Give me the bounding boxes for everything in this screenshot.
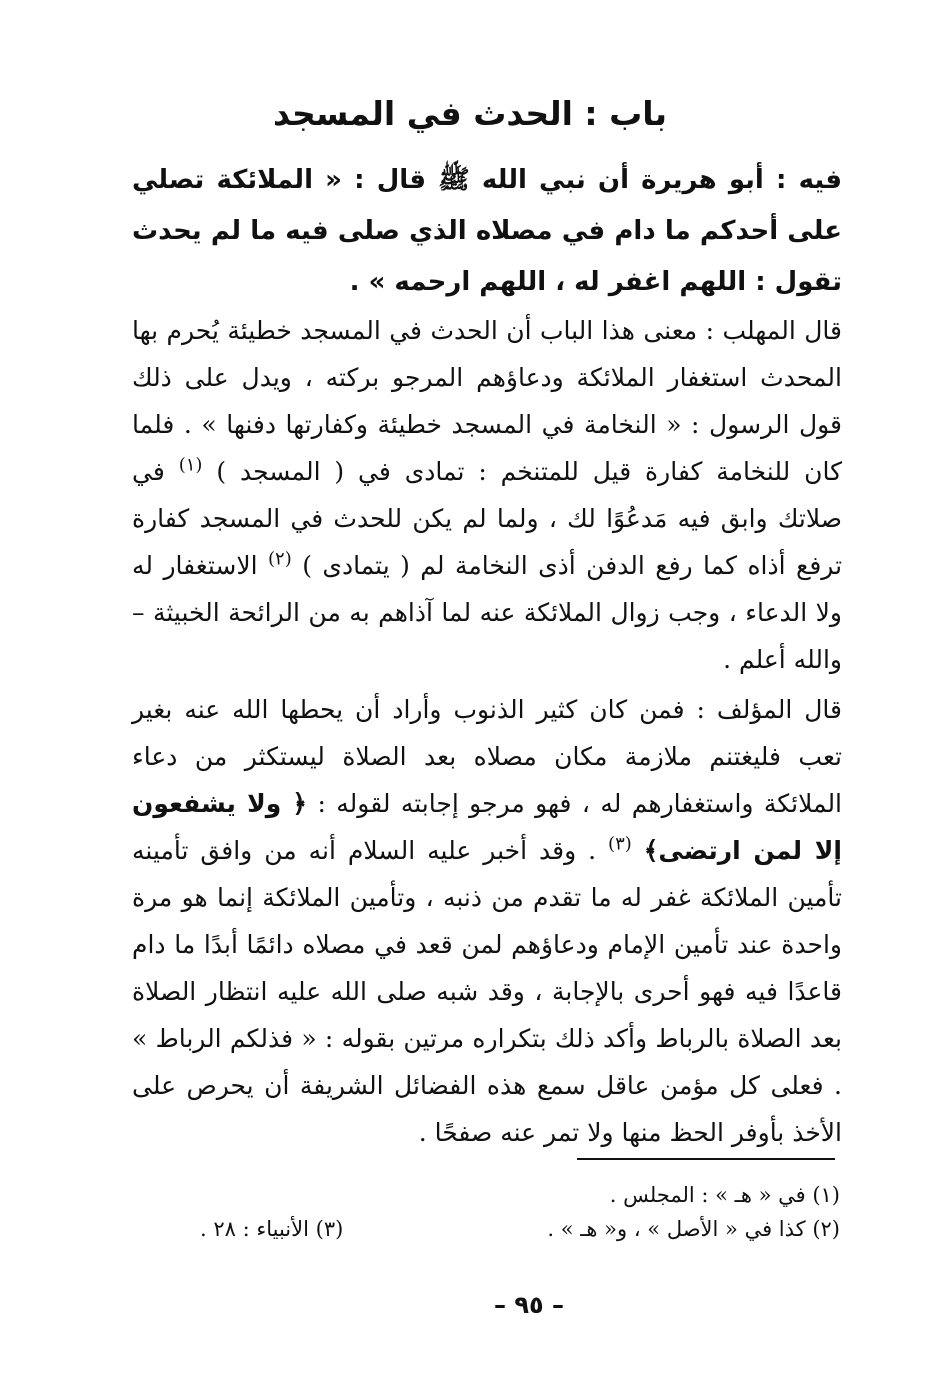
commentary-text-b: في صلاتك وابق فيه مَدعُوًا لك ، ولما لم يكن للحدث في المسجد كفارة ترفع أذاه كما رفع الدفن أذى النخامة لم ( يتمادى )	[132, 457, 843, 580]
hadith-text: فيه : أبو هريرة أن نبي الله ﷺ قال : « الملائكة تصلي على أحدكم ما دام في مصلاه الذي صلى فيه ما لم يحدث تقول : اللهم اغفر له ، اللهم ارحمه » .	[132, 165, 842, 297]
page-number: – ٩٥ –	[493, 1291, 564, 1319]
author-text-b: . وقد أخبر عليه السلام أنه من وافق تأمينه تأمين الملائكة غفر له ما تقدم من ذنبه ، وتأمين الملائكة إنما هو مرة واحدة عند تأمين الإمام ودعاؤهم لمن قعد في مصلاه دائمًا أبدًا ما دام قاعدًا فيه فهو أحرى بالإجابة ، وقد شبه صلى الله عليه انتظار الصلاة بعد الصلاة بالرباط وأكد ذلك بتكراره مرتين بقوله : « فذلكم الرباط » . فعلى كل مؤمن عاقل سمع هذه الفضائل الشريفة أن يحرص على الأخذ بأوفر الحظ منها ولا تمر عنه صفحًا .	[132, 836, 842, 1147]
footnote-separator	[577, 1158, 835, 1160]
chapter-title: باب : الحدث في المسجد	[272, 94, 668, 133]
commentary-text-a: قال المهلب : معنى هذا الباب أن الحدث في المسجد خطيئة يُحرم بها المحدث استغفار الملائكة ودعاؤهم المرجو بركته ، ويدل على ذلك قول الرسول : « النخامة في المسجد خطيئة وكفارتها دفنها » . فلما كان للنخامة كفارة قيل للمتنخم : تمادى في ( المسجد )	[132, 316, 842, 486]
footnote-ref-2: (٢)	[268, 548, 292, 570]
footnote-3: (٣) الأنبياء : ٢٨ .	[200, 1217, 344, 1241]
quran-verse: ﴿ ولا يشفعون إلا لمن ارتضى﴾	[132, 789, 842, 865]
footnote-ref-3: (٣)	[608, 833, 632, 855]
author-paragraph	[132, 686, 842, 1156]
footnote-ref-1: (١)	[178, 454, 203, 476]
author-text-a: قال المؤلف : فمن كان كثير الذنوب وأراد أن يحطها الله عنه بغير تعب فليغتنم ملازمة مكان مصلاه بعد الصلاة ليستكثر من دعاء الملائكة واستغفارهم له ، فهو مرجو إجابته لقوله :	[132, 695, 843, 818]
commentary-paragraph	[132, 307, 842, 683]
commentary-text-c: الاستغفار له ولا الدعاء ، وجب زوال الملائكة عنه لما آذاهم به من الرائحة الخبيثة – والله أعلم .	[132, 551, 842, 674]
footnote-2: (٢) كذا في « الأصل » ، و« هـ » .	[547, 1217, 840, 1241]
footnote-row-1	[200, 1180, 840, 1210]
footnote-row-2	[200, 1214, 840, 1244]
footnote-1: (١) في « هـ » : المجلس .	[609, 1183, 840, 1207]
